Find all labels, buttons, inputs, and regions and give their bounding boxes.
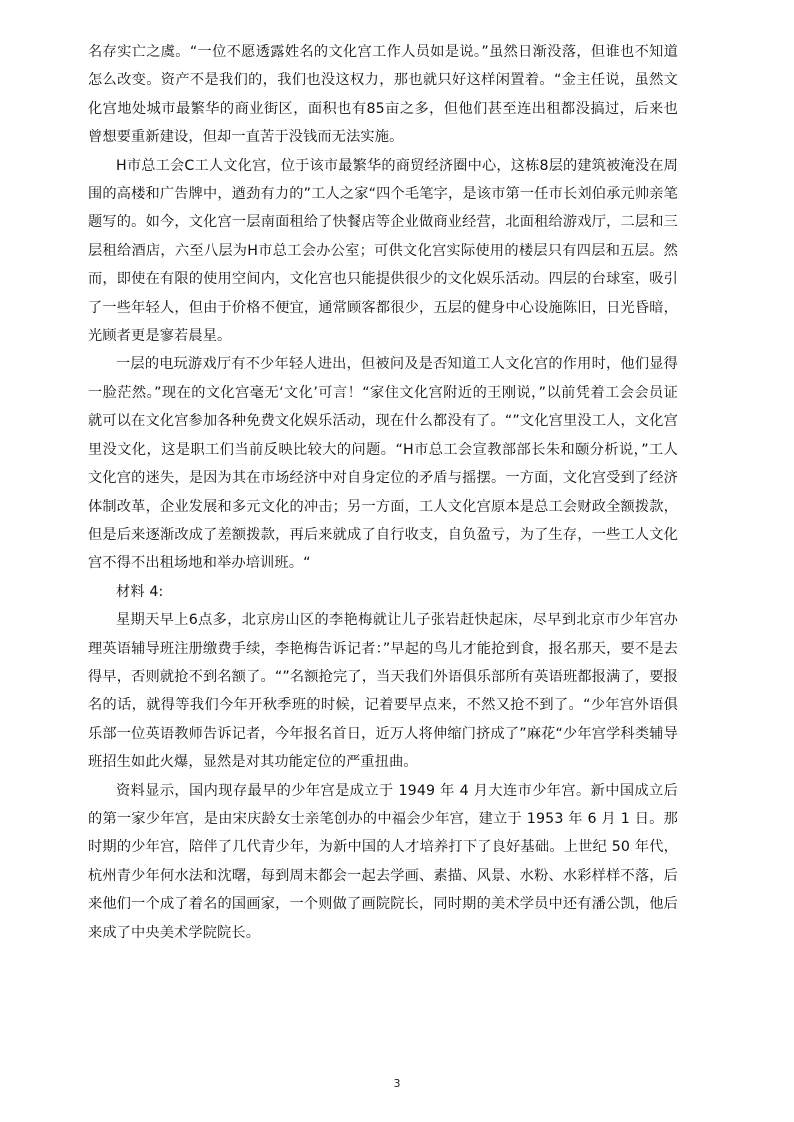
paragraph-2: H市总工会C工人文化宫，位于该市最繁华的商贸经济圈中心，这栋8层的建筑被淹没在周围的高楼和广告牌中，遒劲有力的”工人之家“四个毛笔字，是该市第一任市长刘伯承元帅亲笔题写的。如今，文化宫一层南面租给了快餐店等企业做商业经营，北面租给游戏厅，二层和三层租给酒店，六至八层为H市总工会办公室；可供文化宫实际使用的楼层只有四层和五层。然而，即使在有限的使用空间内，文化宫也只能提供很少的文化娱乐活动。四层的台球室，吸引了一些年轻人，但由于价格不便宜，通常顾客都很少，五层的健身中心设施陈旧，日光昏暗，光顾者更是寥若晨星。 bbox=[88, 157, 678, 345]
paragraph-1: 名存实亡之虞。“一位不愿透露姓名的文化宫工作人员如是说。”虽然日渐没落，但谁也不知道怎么改变。资产不是我们的，我们也没这权力，那也就只好这样闲置着。“金主任说，虽然文化宫地处城市最繁华的商业街区，面积也有85亩之多，但他们甚至连出租都没搞过，后来也曾想要重新建设，但却一直苦于没钱而无法实施。 bbox=[88, 44, 678, 146]
paragraph-5: 资料显示，国内现存最早的少年宫是成立于 1949 年 4 月大连市少年宫。新中国成立后的第一家少年宫，是由宋庆龄女士亲笔创办的中福会少年宫，建立于 1953 年 6 月 1 日。那时期的少年宫，陪伴了几代青少年，为新中国的人才培养打下了良好基础。上世纪 50 年代，杭州青少年何水法和沈曙，每到周末都会一起去学画、素描、风景、水粉、水彩样样不落，后来他们一个成了着名的国画家，一个则做了画院院长，同时期的美术学员中还有潘公凯，他后来成了中央美术学院院长。 bbox=[88, 782, 678, 941]
paragraph-4: 星期天早上6点多，北京房山区的李艳梅就让儿子张岩赶快起床，尽早到北京市少年宫办理英语辅导班注册缴费手续，李艳梅告诉记者：”早起的鸟儿才能抢到食，报名那天，要不是去得早，否则就抢不到名额了。“”名额抢完了，当天我们外语俱乐部所有英语班都报满了，要报名的话，就得等我们今年开秋季班的时候，记着要早点来，不然又抢不到了。“少年宫外语俱乐部一位英语教师告诉记者，今年报名首日，近万人将伸缩门挤成了”麻花“少年宫学科类辅导班招生如此火爆，显然是对其功能定位的严重扭曲。 bbox=[88, 612, 678, 771]
section-heading-material-4: 材料 4: bbox=[116, 583, 164, 600]
paragraph-3: 一层的电玩游戏厅有不少年轻人进出，但被问及是否知道工人文化宫的作用时，他们显得一脸茫然。”现在的文化宫毫无‘文化’可言！“家住文化宫附近的王刚说，”以前凭着工会会员证就可以在文化宫参加各种免费文化娱乐活动，现在什么都没有了。“”文化宫里没工人，文化宫里没文化，这是职工们当前反映比较大的问题。“H市总工会宣教部部长朱和颐分析说，”工人文化宫的迷失，是因为其在市场经济中对自身定位的矛盾与摇摆。一方面，文化宫受到了经济体制改革，企业发展和多元文化的冲击；另一方面，工人文化宫原本是总工会财政全额拨款，但是后来逐渐改成了差额拨款，再后来就成了自行收支，自负盈亏，为了生存，一些工人文化宫不得不出租场地和举办培训班。“ bbox=[88, 356, 678, 572]
page-number: 3 bbox=[393, 1077, 401, 1090]
document-body bbox=[88, 38, 678, 947]
